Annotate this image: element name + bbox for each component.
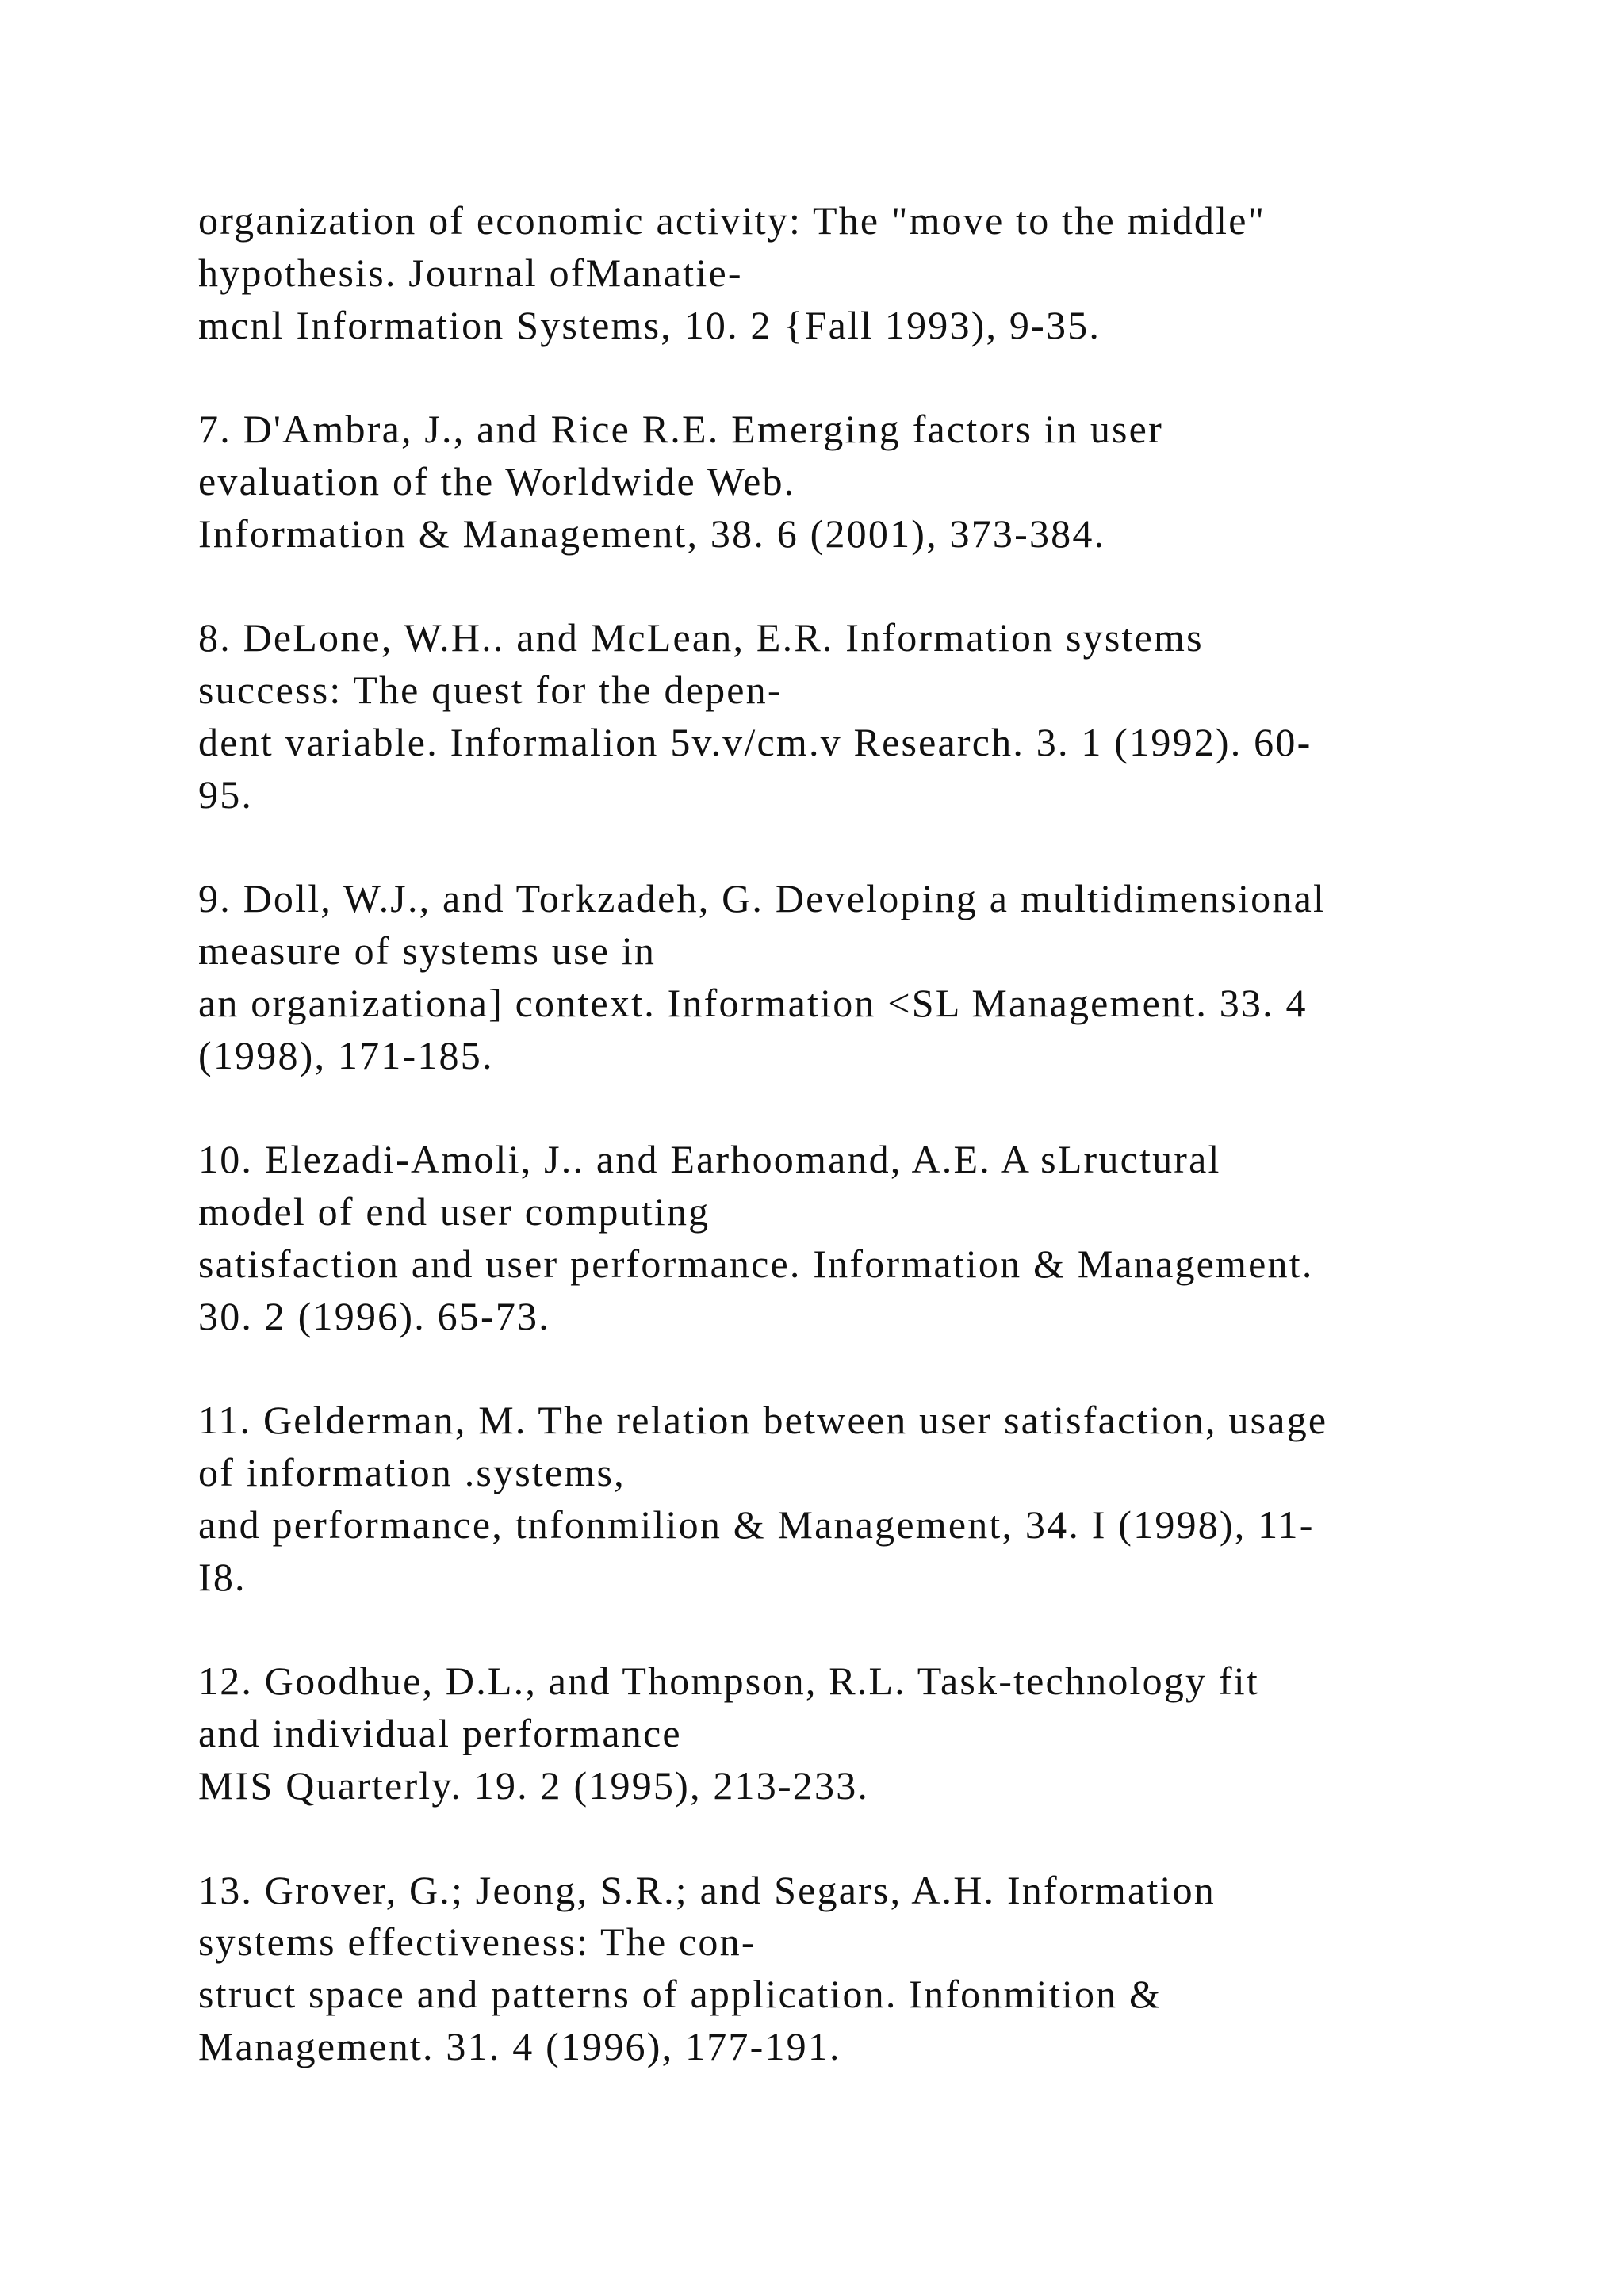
text-line: 8. DeLone, W.H.. and McLean, E.R. Information systems [198, 615, 1204, 660]
text-line: dent variable. Informalion 5v.v/cm.v Research. 3. 1 (1992). 60- [198, 719, 1312, 764]
text-line: 11. Gelderman, M. The relation between user satisfaction, usage [198, 1398, 1328, 1443]
blank-line [198, 351, 1562, 404]
text-line: 7. D'Ambra, J., and Rice R.E. Emerging factors in user [198, 407, 1163, 452]
text-line: 10. Elezadi-Amoli, J.. and Earhoomand, A.E. A sLructural [198, 1137, 1221, 1182]
text-line: evaluation of the Worldwide Web. [198, 458, 796, 503]
text-line: measure of systems use in [198, 928, 657, 974]
text-line: 95. [198, 771, 254, 817]
text-line: I8. [198, 1554, 247, 1599]
blank-line [198, 1604, 1562, 1656]
text-line: Information & Management, 38. 6 (2001), 373-384. [198, 511, 1106, 556]
text-line: hypothesis. Journal ofManatie- [198, 250, 743, 295]
text-line: 12. Goodhue, D.L., and Thompson, R.L. Task-technology fit [198, 1659, 1259, 1704]
blank-line [198, 1343, 1562, 1395]
text-line: organization of economic activity: The "move to the middle" [198, 198, 1266, 243]
text-line: mcnl Information Systems, 10. 2 {Fall 1993), 9-35. [198, 302, 1101, 347]
text-line: systems effectiveness: The con- [198, 1919, 756, 1965]
blank-line [198, 1082, 1562, 1135]
text-line: satisfaction and user performance. Information & Management. [198, 1241, 1314, 1286]
blank-line [198, 821, 1562, 874]
text-line: success: The quest for the depen- [198, 668, 783, 713]
reference-list [198, 195, 1562, 2073]
text-line: model of end user computing [198, 1189, 710, 1234]
blank-line [198, 1812, 1562, 1865]
text-line: (1998), 171-185. [198, 1032, 494, 1077]
text-line: 9. Doll, W.J., and Torkzadeh, G. Developing a multidimensional [198, 876, 1327, 921]
text-line: and individual performance [198, 1711, 682, 1756]
text-line: struct space and patterns of application. Infonmition & [198, 1972, 1162, 2017]
text-line: 13. Grover, G.; Jeong, S.R.; and Segars, A.H. Information [198, 1867, 1216, 1912]
text-line: 30. 2 (1996). 65-73. [198, 1293, 550, 1338]
text-line: of information .systems, [198, 1450, 626, 1495]
text-line: MIS Quarterly. 19. 2 (1995), 213-233. [198, 1762, 870, 1808]
text-line: an organizationa] context. Information <SL Management. 33. 4 [198, 980, 1308, 1025]
text-line: and performance, tnfonmilion & Management, 34. I (1998), 11- [198, 1502, 1315, 1547]
text-line: Management. 31. 4 (1996), 177-191. [198, 2023, 841, 2068]
blank-line [198, 561, 1562, 613]
